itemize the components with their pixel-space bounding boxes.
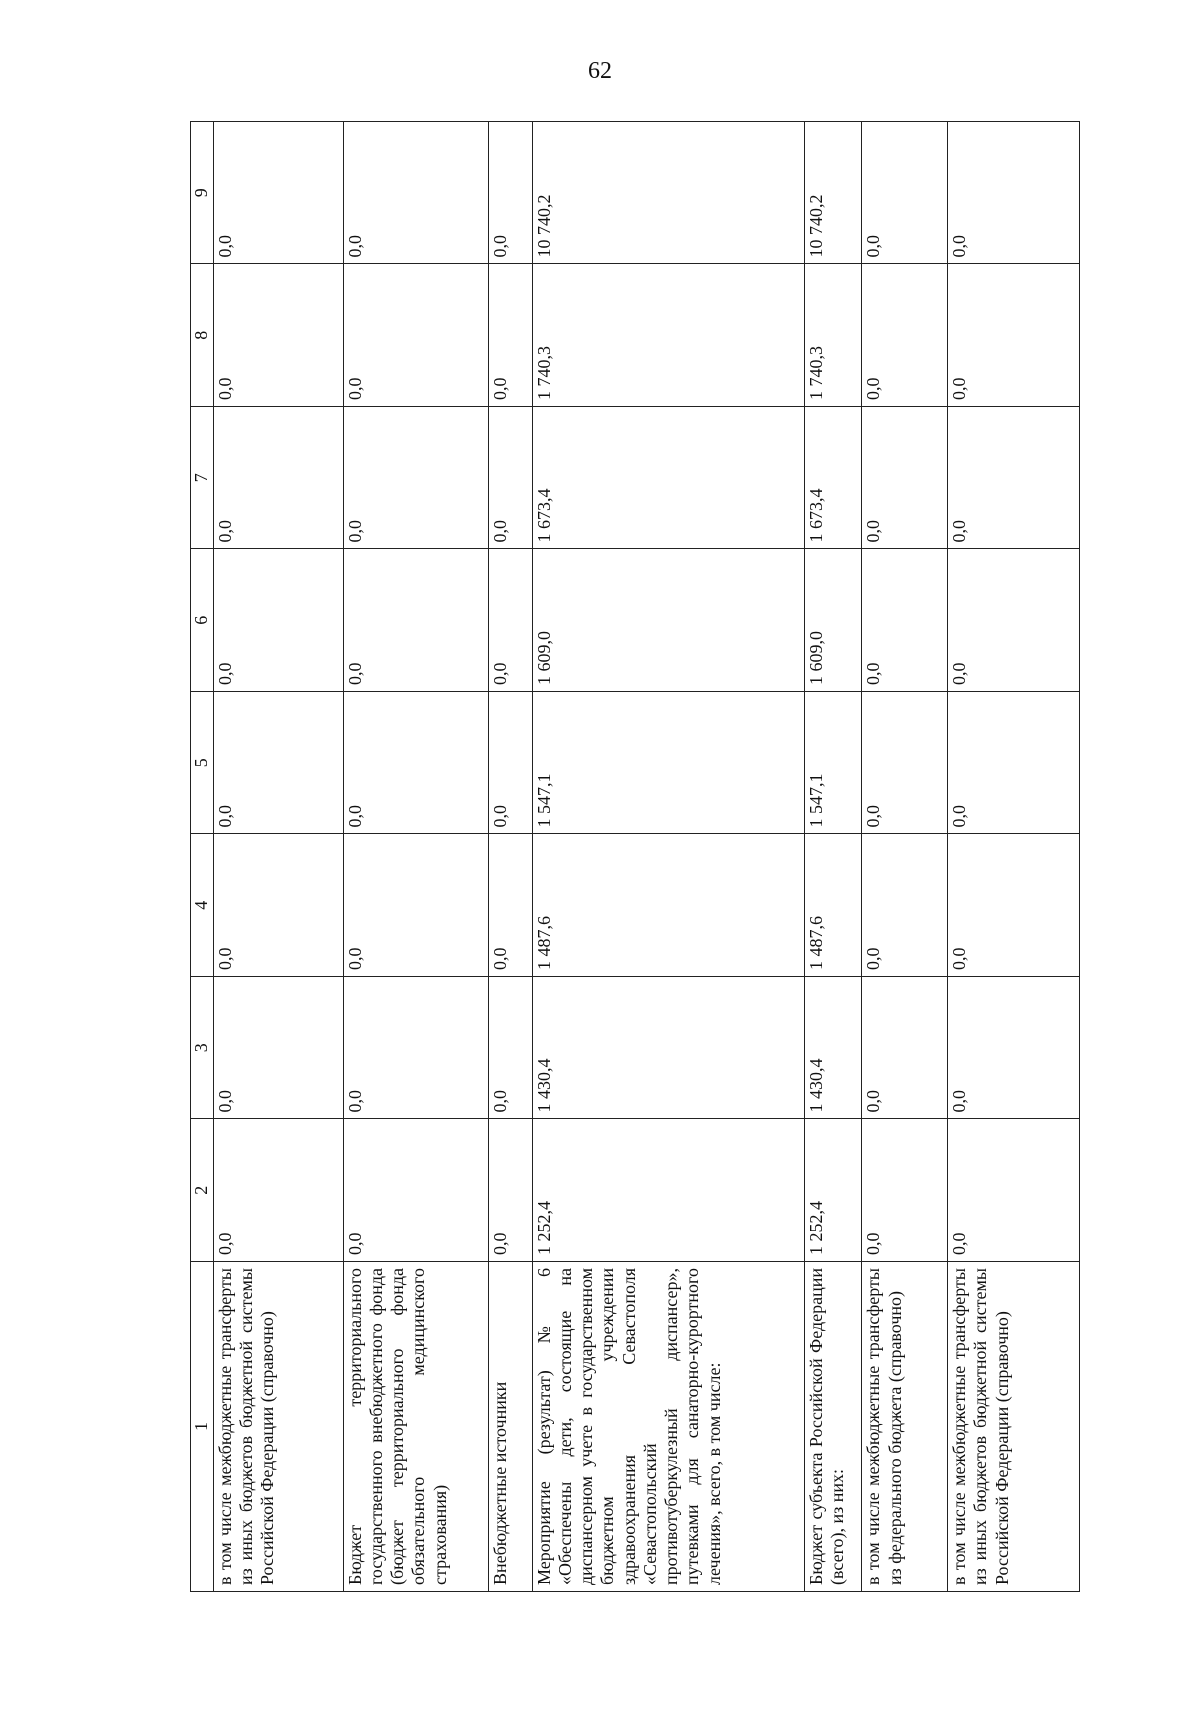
cell-value: 10 740,2 [532,122,805,265]
cell-value: 0,0 [862,407,948,550]
cell-value: 0,0 [214,122,344,265]
cell-value: 0,0 [862,834,948,977]
cell-value: 0,0 [343,834,488,977]
table-row [532,122,805,1592]
cell-value: 0,0 [343,264,488,407]
table-row [948,122,1080,1592]
cell-value: 0,0 [948,407,1080,550]
cell-value: 0,0 [488,977,532,1120]
table-row [805,122,862,1592]
cell-value: 1 673,4 [532,407,805,550]
cell-value: 1 430,4 [805,977,862,1120]
row-label: в том числе межбюджетные трансферты из иных бюджетов бюджетной системы Российской Федерации (справочно) [948,1262,1080,1592]
cell-value: 0,0 [214,692,344,835]
column-header: 8 [191,264,214,407]
column-header: 9 [191,122,214,265]
column-header: 7 [191,407,214,550]
cell-value: 0,0 [862,692,948,835]
cell-value: 0,0 [488,692,532,835]
cell-value: 1 252,4 [532,1119,805,1262]
cell-value: 1 487,6 [532,834,805,977]
cell-value: 0,0 [343,1119,488,1262]
row-label: Бюджет территориального государственного внебюджетного фонда (бюджет территориального фонда обязательного медицинского страхования) [343,1262,488,1592]
cell-value: 0,0 [488,834,532,977]
cell-value: 1 609,0 [532,549,805,692]
column-header: 1 [191,1262,214,1592]
cell-value: 0,0 [343,977,488,1120]
cell-value: 10 740,2 [805,122,862,265]
cell-value: 1 740,3 [532,264,805,407]
table-row [214,122,344,1592]
cell-value: 1 740,3 [805,264,862,407]
row-label: Внебюджетные источники [488,1262,532,1592]
cell-value: 1 547,1 [532,692,805,835]
cell-value: 0,0 [948,122,1080,265]
row-label: в том числе межбюджетные трансферты из иных бюджетов бюджетной системы Российской Федерации (справочно) [214,1262,344,1592]
cell-value: 0,0 [948,1119,1080,1262]
cell-value: 0,0 [862,122,948,265]
cell-value: 0,0 [214,264,344,407]
column-header: 4 [191,834,214,977]
cell-value: 0,0 [862,264,948,407]
rotated-table-container [190,122,1080,1592]
page-number: 62 [588,58,612,84]
cell-value: 0,0 [343,122,488,265]
row-label: Мероприятие (результат) № 6 «Обеспечены дети, состоящие на диспансерном учете в государственном бюджетном учреждении здравоохранения Севастополя «Севастопольский противотуберкулезный диспансер», путевками для санаторно-курортного лечения», всего, в том числе: [532,1262,805,1592]
cell-value: 0,0 [214,549,344,692]
cell-value: 1 673,4 [805,407,862,550]
column-header: 3 [191,977,214,1120]
cell-value: 0,0 [948,549,1080,692]
table-row [862,122,948,1592]
cell-value: 0,0 [343,692,488,835]
column-header: 5 [191,692,214,835]
cell-value: 0,0 [488,122,532,265]
budget-table [190,121,1080,1592]
cell-value: 0,0 [948,264,1080,407]
table-row [343,122,488,1592]
cell-value: 0,0 [214,1119,344,1262]
row-label: Бюджет субъекта Российской Федерации (всего), из них: [805,1262,862,1592]
cell-value: 0,0 [488,1119,532,1262]
cell-value: 0,0 [488,264,532,407]
row-label: в том числе межбюджетные трансферты из федерального бюджета (справочно) [862,1262,948,1592]
cell-value: 1 430,4 [532,977,805,1120]
header-row [191,122,214,1592]
column-header: 2 [191,1119,214,1262]
cell-value: 0,0 [214,407,344,550]
cell-value: 0,0 [948,977,1080,1120]
cell-value: 0,0 [488,407,532,550]
cell-value: 1 609,0 [805,549,862,692]
cell-value: 0,0 [862,1119,948,1262]
cell-value: 0,0 [862,549,948,692]
cell-value: 0,0 [862,977,948,1120]
cell-value: 0,0 [343,549,488,692]
cell-value: 0,0 [214,977,344,1120]
cell-value: 1 252,4 [805,1119,862,1262]
cell-value: 1 547,1 [805,692,862,835]
column-header: 6 [191,549,214,692]
table-row [488,122,532,1592]
cell-value: 1 487,6 [805,834,862,977]
cell-value: 0,0 [343,407,488,550]
cell-value: 0,0 [948,692,1080,835]
cell-value: 0,0 [214,834,344,977]
cell-value: 0,0 [948,834,1080,977]
cell-value: 0,0 [488,549,532,692]
